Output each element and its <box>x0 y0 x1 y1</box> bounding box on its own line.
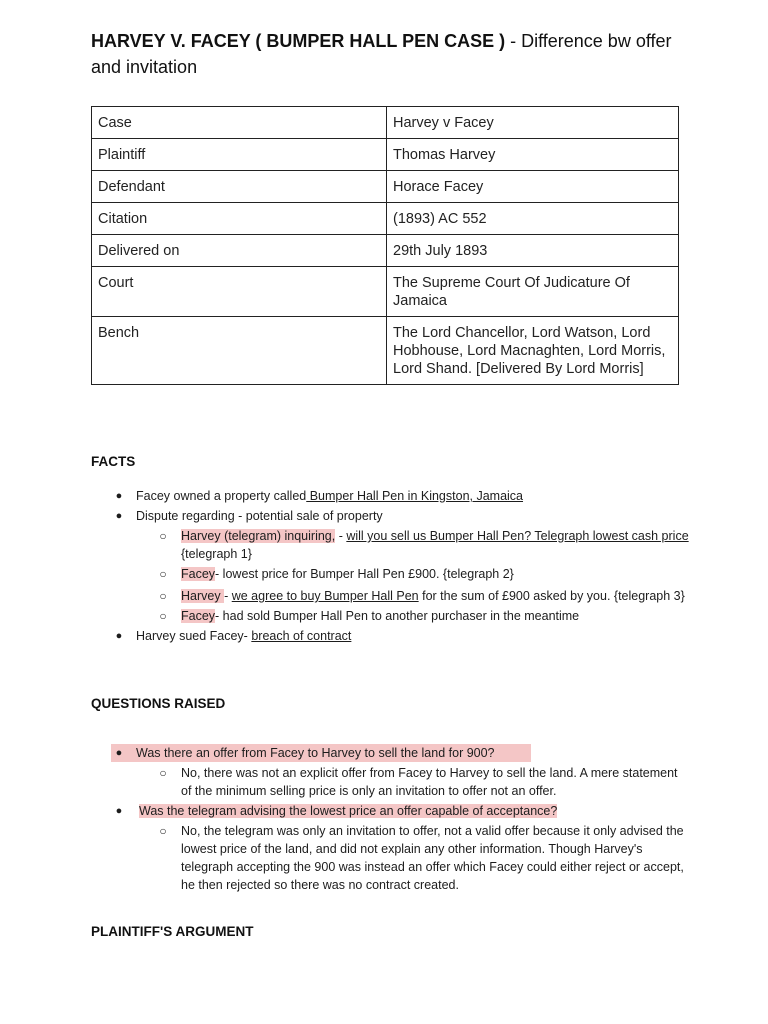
list-subitem <box>91 764 691 800</box>
table-key: Defendant <box>92 171 387 203</box>
underlined-text: breach of contract <box>251 629 352 643</box>
table-key: Delivered on <box>92 235 387 267</box>
table-value: The Lord Chancellor, Lord Watson, Lord Hobhouse, Lord Macnaghten, Lord Morris, Lord Shand. [Delivered By Lord Morris] <box>387 317 679 385</box>
table-row <box>92 235 679 267</box>
title-bold: HARVEY V. FACEY ( BUMPER HALL PEN CASE ) <box>91 31 506 51</box>
list-item <box>91 627 691 645</box>
list-item-text: Facey owned a property called <box>136 489 307 503</box>
list-item <box>91 802 691 820</box>
list-item <box>91 507 691 525</box>
list-subitem <box>91 587 691 605</box>
list-subitem <box>91 607 691 625</box>
table-row <box>92 317 679 385</box>
property-name: Bumper Hall Pen in Kingston, Jamaica <box>306 489 524 503</box>
question-text: Was the telegram advising the lowest price an offer capable of acceptance? <box>139 804 558 818</box>
highlighted-text: Facey <box>181 567 216 581</box>
table-row <box>92 139 679 171</box>
table-value: Harvey v Facey <box>387 107 679 139</box>
highlighted-text: Facey <box>181 609 216 623</box>
document-title <box>91 28 691 80</box>
list-subitem <box>91 822 691 894</box>
questions-heading: QUESTIONS RAISED <box>91 696 226 711</box>
facts-heading: FACTS <box>91 454 136 469</box>
list-subitem <box>91 527 691 563</box>
bullet-icon: ● <box>115 747 123 759</box>
table-value: The Supreme Court Of Judicature Of Jamaica <box>387 267 679 317</box>
circle-bullet-icon: ○ <box>159 589 167 603</box>
answer-text: No, the telegram was only an invitation to offer, not a valid offer because it only advised the lowest price of the land, and did not explain any other information. Though Harvey's telegraph accepting the 900 was instead an offer which Facey could either reject or accept, he then rejected so there was no contract created. <box>181 824 684 892</box>
circle-bullet-icon: ○ <box>159 824 167 838</box>
separator-text: - <box>335 529 347 543</box>
underlined-text: will you sell us Bumper Hall Pen? Telegraph lowest cash price <box>346 529 689 543</box>
table-key: Case <box>92 107 387 139</box>
bullet-icon: ● <box>115 490 123 502</box>
circle-bullet-icon: ○ <box>159 766 167 780</box>
circle-bullet-icon: ○ <box>159 609 167 623</box>
bullet-icon: ● <box>115 630 123 642</box>
list-item <box>91 487 691 505</box>
separator-text: - <box>224 589 232 603</box>
questions-list <box>91 744 691 894</box>
table-key: Citation <box>92 203 387 235</box>
bullet-icon: ● <box>115 510 123 522</box>
table-row <box>92 171 679 203</box>
highlighted-text: Harvey <box>181 589 225 603</box>
list-item-text: Dispute regarding - potential sale of property <box>136 509 383 523</box>
bullet-icon: ● <box>115 805 123 817</box>
question-text: Was there an offer from Facey to Harvey to sell the land for 900? <box>136 746 495 760</box>
underlined-text: we agree to buy Bumper Hall Pen <box>231 589 419 603</box>
highlighted-text: Harvey (telegram) inquiring, <box>181 529 336 543</box>
table-key: Court <box>92 267 387 317</box>
table-row <box>92 203 679 235</box>
list-item-text: {telegraph 1} <box>181 547 252 561</box>
table-row <box>92 107 679 139</box>
answer-text: No, there was not an explicit offer from Facey to Harvey to sell the land. A mere statement of the minimum selling price is only an invitation to offer not an offer. <box>181 766 678 798</box>
table-value: Thomas Harvey <box>387 139 679 171</box>
plaintiff-heading: PLAINTIFF'S ARGUMENT <box>91 924 254 939</box>
circle-bullet-icon: ○ <box>159 567 167 581</box>
table-value: (1893) AC 552 <box>387 203 679 235</box>
list-item <box>91 744 691 762</box>
list-item-text: - lowest price for Bumper Hall Pen £900. {telegraph 2} <box>215 567 514 581</box>
list-subitem <box>91 565 691 583</box>
case-info-table <box>91 106 679 385</box>
list-item-text: Harvey sued Facey- <box>136 629 252 643</box>
table-row <box>92 267 679 317</box>
list-item-text: for the sum of £900 asked by you. {telegraph 3} <box>418 589 685 603</box>
title-subtitle: - Difference bw offer and invitation <box>91 31 672 77</box>
table-key: Plaintiff <box>92 139 387 171</box>
table-value: Horace Facey <box>387 171 679 203</box>
facts-list <box>91 487 691 645</box>
table-key: Bench <box>92 317 387 385</box>
table-value: 29th July 1893 <box>387 235 679 267</box>
circle-bullet-icon: ○ <box>159 529 167 543</box>
list-item-text: - had sold Bumper Hall Pen to another purchaser in the meantime <box>215 609 580 623</box>
